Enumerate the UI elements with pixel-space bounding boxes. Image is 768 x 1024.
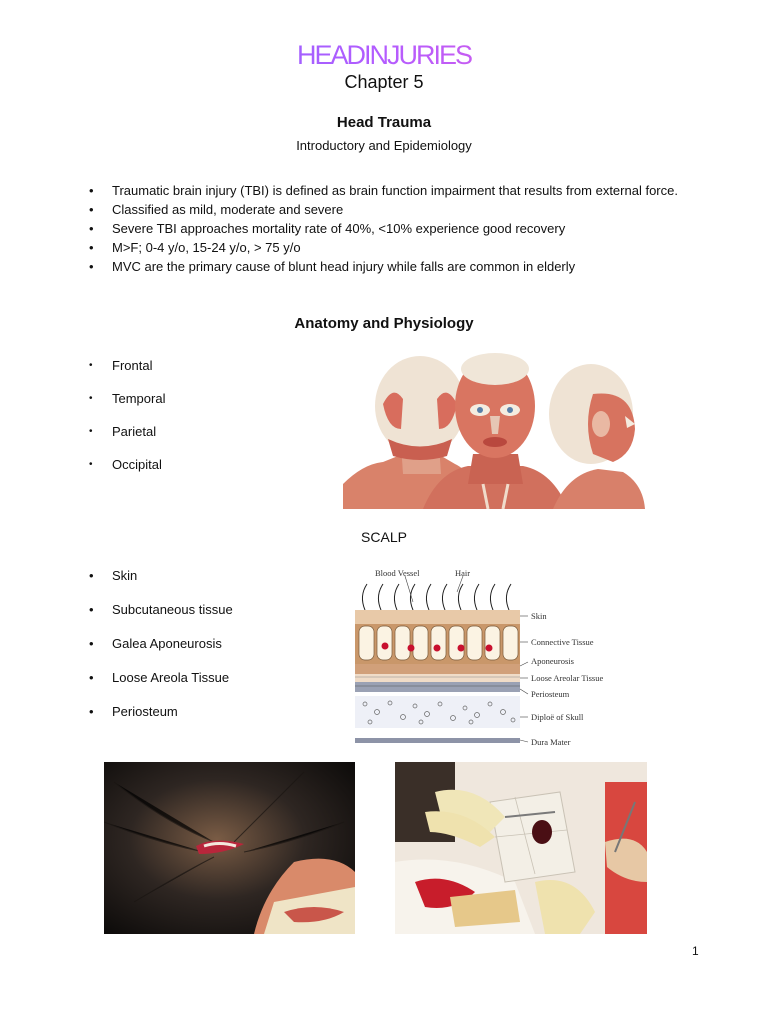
list-item: • Classified as mild, moderate and severe [87, 200, 700, 219]
label-blood-vessel: Blood Vessel [375, 568, 420, 578]
label-connective-tissue: Connective Tissue [531, 637, 594, 647]
list-item: • Loose Areola Tissue [87, 668, 327, 687]
wound-care-procedure-photo [395, 762, 647, 934]
list-item: • Skin [87, 566, 327, 585]
list-item: • Parietal [87, 422, 307, 441]
list-item: • Subcutaneous tissue [87, 600, 327, 619]
intro-bullet-list [87, 181, 700, 276]
list-item: • Periosteum [87, 702, 327, 721]
label-dura-mater: Dura Mater [531, 737, 571, 747]
label-loose-areolar: Loose Areolar Tissue [531, 673, 604, 683]
section-title-head-trauma: Head Trauma [336, 114, 432, 131]
aponeurosis-layer [355, 664, 520, 674]
label-periosteum: Periosteum [531, 689, 570, 699]
page-number: 1 [692, 944, 699, 958]
section-subtitle: Introductory and Epidemiology [296, 138, 472, 153]
section-title-anatomy: Anatomy and Physiology [294, 315, 474, 332]
label-hair: Hair [455, 568, 471, 578]
label-diploe: Diploë of Skull [531, 712, 584, 722]
scalp-laceration-photo [104, 762, 355, 934]
list-item: • Galea Aponeurosis [87, 634, 327, 653]
list-item: • Frontal [87, 356, 307, 375]
periosteum-layer [355, 682, 520, 692]
skin-layer [355, 610, 520, 624]
list-item: • M>F; 0-4 y/o, 15-24 y/o, > 75 y/o [87, 238, 700, 257]
label-skin: Skin [531, 611, 547, 621]
label-aponeurosis: Aponeurosis [531, 656, 574, 666]
chapter-title: Chapter 5 [344, 72, 424, 92]
list-item: • MVC are the primary cause of blunt head injury while falls are common in elderly [87, 257, 700, 276]
scalp-layers-list [87, 566, 327, 736]
section-title-scalp: SCALP [361, 529, 407, 545]
head-muscle-anatomy-image [343, 344, 645, 509]
dura-mater-layer [355, 738, 520, 743]
scalp-layers-diagram [345, 562, 645, 750]
lobes-bullet-list [87, 356, 307, 488]
list-item: • Severe TBI approaches mortality rate of 40%, <10% experience good recovery [87, 219, 700, 238]
list-item: • Traumatic brain injury (TBI) is defined as brain function impairment that results from external force. [87, 181, 700, 200]
list-item: • Occipital [87, 455, 307, 474]
list-item: • Temporal [87, 389, 307, 408]
loose-areolar-layer [355, 674, 520, 682]
brand-logo-text: HEADINJURIES [0, 40, 768, 71]
